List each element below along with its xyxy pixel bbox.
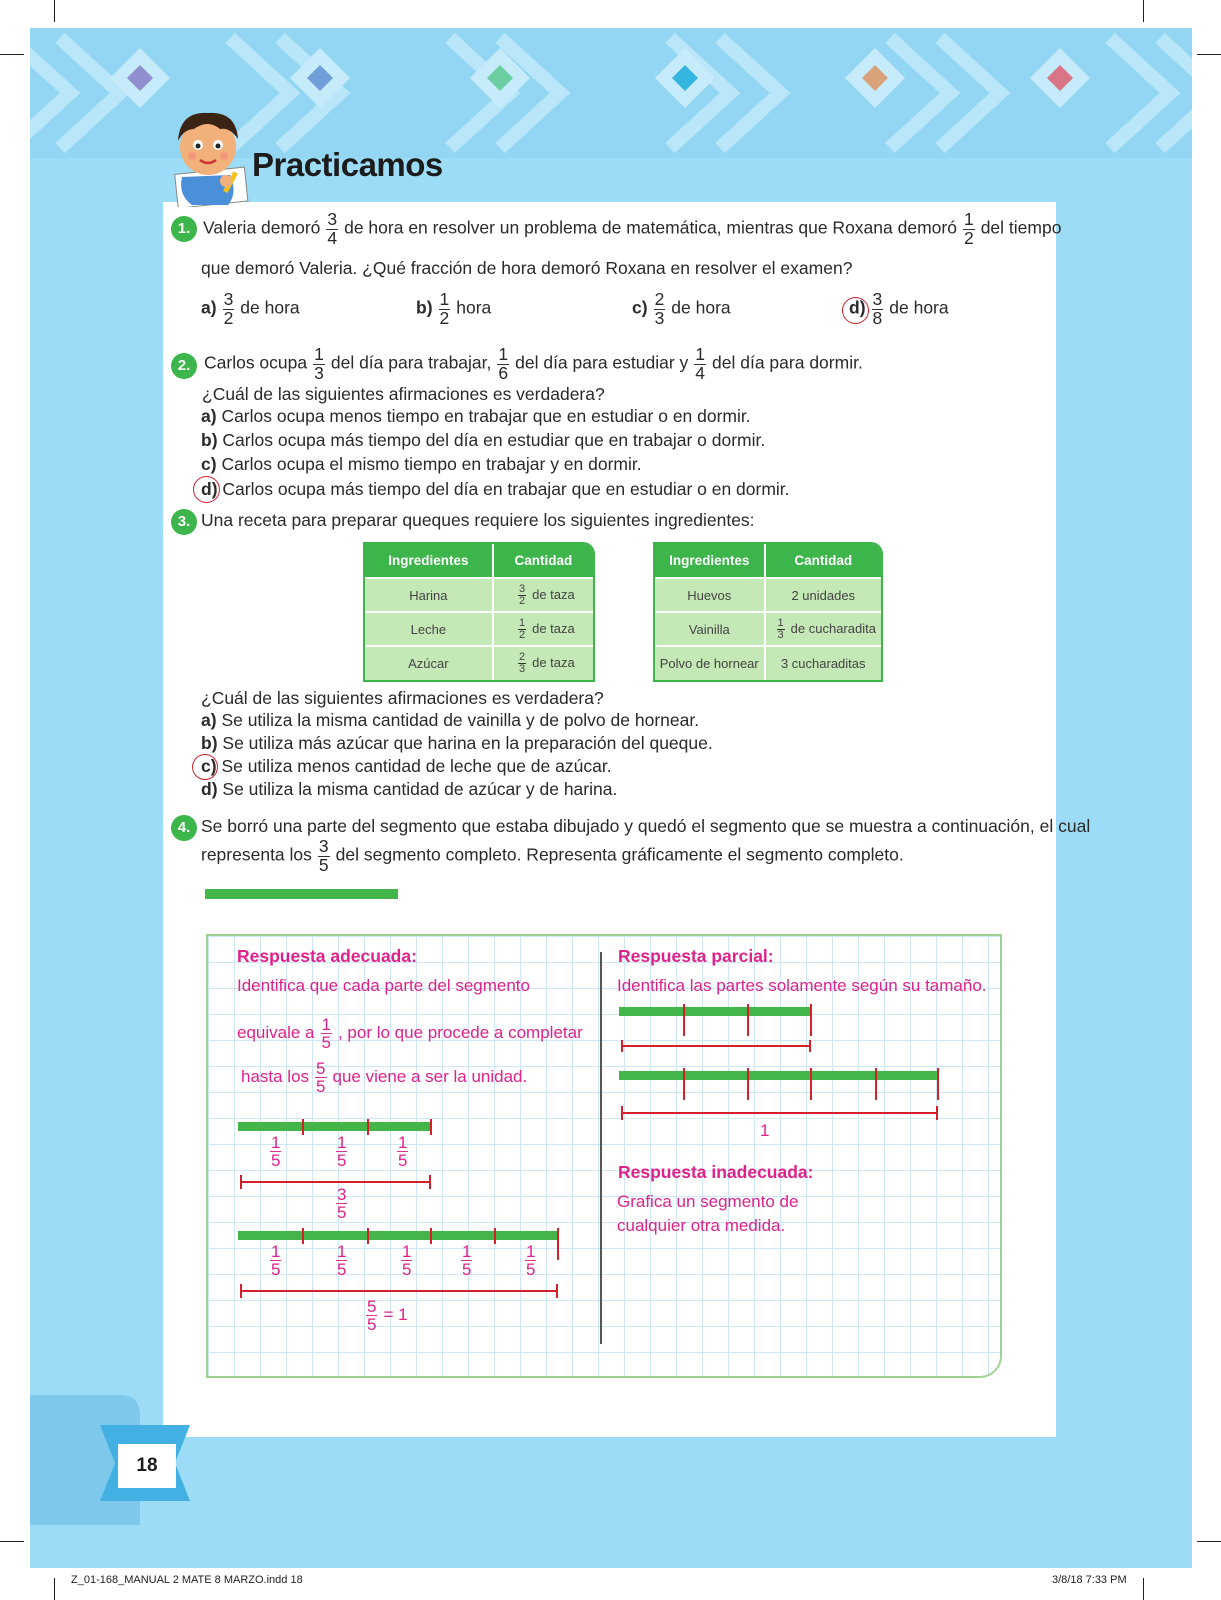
q3-option-c: c) Se utiliza menos cantidad de leche que de azúcar. [201, 756, 612, 776]
tick [430, 1119, 432, 1135]
tick [494, 1228, 496, 1244]
q3-option-a: a) Se utiliza la misma cantidad de vainilla y de polvo de hornear. [201, 710, 700, 730]
q3-option-d: d) Se utiliza la misma cantidad de azúcar y de harina. [201, 779, 618, 799]
measure-line-complete [240, 1290, 558, 1292]
fraction-label: $\frac{1}{5}$ [337, 1242, 347, 1279]
tick [937, 1068, 939, 1100]
q2-option-d: d) Carlos ocupa más tiempo del día en trabajar que en estudiar o en dormir. [201, 479, 790, 499]
tick [557, 1228, 559, 1260]
tick [875, 1068, 877, 1100]
tick [367, 1119, 369, 1135]
question-number-3: 3. [171, 509, 197, 535]
tick [302, 1228, 304, 1244]
footer-date: 3/8/18 7:33 PM [1052, 1574, 1127, 1586]
question-4-line-2: representa los $\frac{3}{5}$ del segmento completo. Representa gráficamente el segmento completo. [201, 836, 904, 875]
grid-divider [600, 952, 602, 1344]
tick [429, 1175, 431, 1189]
segment-complete [238, 1231, 559, 1240]
partial-measure-short [621, 1045, 811, 1047]
answer-circle-q1 [842, 297, 869, 324]
partial-segment-long [619, 1071, 939, 1080]
student-illustration [168, 105, 250, 207]
measure-line-three-fifths [240, 1181, 430, 1183]
question-3-prompt: ¿Cuál de las siguientes afirmaciones es verdadera? [201, 688, 604, 708]
inadequate-text-2: cualquier otra medida. [617, 1216, 786, 1235]
tick [683, 1004, 685, 1036]
question-2-prompt: ¿Cuál de las siguientes afirmaciones es verdadera? [202, 384, 605, 404]
table-row: Harina $\frac{3}{2}$ de taza [365, 578, 593, 612]
question-4-line-1: Se borró una parte del segmento que estaba dibujado y quedó el segmento que se muestra a continuación, el cual [201, 816, 1091, 836]
q1-option-a: a) $\frac{3}{2}$ de hora [201, 289, 300, 328]
tick [240, 1175, 242, 1189]
q1-option-b: b) $\frac{1}{2}$ hora [416, 289, 492, 328]
segment-three-fifths [238, 1122, 431, 1131]
ingredients-table-2 [653, 542, 883, 682]
table-row: Huevos 2 unidades [655, 578, 881, 612]
fraction-label: $\frac{1}{5}$ [337, 1133, 347, 1170]
partial-heading: Respuesta parcial: [618, 946, 774, 966]
question-1-line-1 [203, 211, 1061, 247]
table2-header-quantity: Cantidad [765, 544, 882, 578]
q2-option-b: b) Carlos ocupa más tiempo del día en estudiar que en trabajar o dormir. [201, 430, 766, 450]
q1-text-3: del tiempo [980, 217, 1062, 238]
q1-fraction-1: $\frac{3}{4}$ [327, 209, 338, 248]
q1-text-1: Valeria demoró [203, 217, 321, 238]
tick [747, 1068, 749, 1100]
question-1-line-2: que demoró Valeria. ¿Qué fracción de hora demoró Roxana en resolver el examen? [201, 258, 853, 278]
fraction-label: $\frac{1}{5}$ [462, 1242, 472, 1279]
q1-option-d: d) $\frac{3}{8}$ de hora [849, 289, 949, 328]
inadequate-heading: Respuesta inadecuada: [618, 1162, 814, 1182]
tick [810, 1068, 812, 1100]
tick [936, 1106, 938, 1120]
sum-three-fifths: $\frac{3}{5}$ [337, 1185, 347, 1222]
partial-text: Identifica las partes solamente según su tamaño. [617, 976, 987, 995]
footer-file-info: Z_01-168_MANUAL 2 MATE 8 MARZO.indd 18 [71, 1574, 303, 1586]
given-segment [205, 889, 398, 899]
table1-header-quantity: Cantidad [493, 544, 593, 578]
adequate-text-2: equivale a $\frac{1}{5}$ , por lo que procede a completar [237, 1015, 583, 1052]
q1-fraction-2: $\frac{1}{2}$ [963, 209, 974, 248]
tick [810, 1004, 812, 1036]
tick [556, 1284, 558, 1298]
tick [302, 1119, 304, 1135]
adequate-text-3: hasta los $\frac{5}{5}$ que viene a ser la unidad. [241, 1059, 528, 1096]
page-title: Practicamos [252, 146, 443, 183]
page-number: 18 [118, 1444, 176, 1488]
adequate-heading: Respuesta adecuada: [237, 946, 417, 966]
adequate-text-1: Identifica que cada parte del segmento [237, 976, 530, 995]
table-row: Leche $\frac{1}{2}$ de taza [365, 612, 593, 646]
q1-text-2: de hora en resolver un problema de matemática, mientras que Roxana demoró [344, 217, 957, 238]
tick [747, 1004, 749, 1036]
fraction-label: $\frac{1}{5}$ [271, 1133, 281, 1170]
tick [683, 1068, 685, 1100]
fraction-label: $\frac{1}{5}$ [398, 1133, 408, 1170]
inadequate-text-1: Grafica un segmento de [617, 1192, 799, 1211]
q2-option-a: a) Carlos ocupa menos tiempo en trabajar que en estudiar o en dormir. [201, 406, 751, 426]
partial-segment-short [619, 1007, 812, 1016]
question-number-2: 2. [171, 353, 197, 379]
sum-five-fifths: $\frac{5}{5}$ = 1 [367, 1297, 408, 1334]
table-row: Polvo de hornear 3 cucharaditas [655, 646, 881, 680]
answer-circle-q2 [193, 476, 220, 503]
partial-measure-long [621, 1112, 938, 1114]
question-3-intro: Una receta para preparar queques requiere los siguientes ingredientes: [201, 510, 755, 530]
fraction-label: $\frac{1}{5}$ [526, 1242, 536, 1279]
tick [621, 1040, 623, 1052]
question-number-1: 1. [171, 216, 197, 242]
partial-unit-label: 1 [760, 1121, 770, 1140]
q2-option-c: c) Carlos ocupa el mismo tiempo en trabajar y en dormir. [201, 454, 642, 474]
tick [621, 1106, 623, 1120]
question-number-4: 4. [171, 815, 197, 841]
tick [367, 1228, 369, 1244]
tick [240, 1284, 242, 1298]
question-2-line-1: Carlos ocupa $\frac{1}{3}$ del día para trabajar, $\frac{1}{6}$ del día para estudiar y $\frac{1}{4}$ del día para dormir. [204, 344, 863, 383]
table-row: Azúcar $\frac{2}{3}$ de taza [365, 646, 593, 680]
table2-header-ingredients: Ingredientes [655, 544, 765, 578]
answer-key-grid [206, 934, 1002, 1378]
q3-option-b: b) Se utiliza más azúcar que harina en la preparación del queque. [201, 733, 713, 753]
answer-circle-q3 [192, 754, 218, 780]
table1-header-ingredients: Ingredientes [365, 544, 493, 578]
table-row: Vainilla $\frac{1}{3}$ de cucharadita [655, 612, 881, 646]
ingredients-table-1 [363, 542, 595, 682]
tick [809, 1040, 811, 1052]
fraction-label: $\frac{1}{5}$ [402, 1242, 412, 1279]
q1-option-c: c) $\frac{2}{3}$ de hora [632, 289, 731, 328]
tick [430, 1228, 432, 1244]
fraction-label: $\frac{1}{5}$ [271, 1242, 281, 1279]
